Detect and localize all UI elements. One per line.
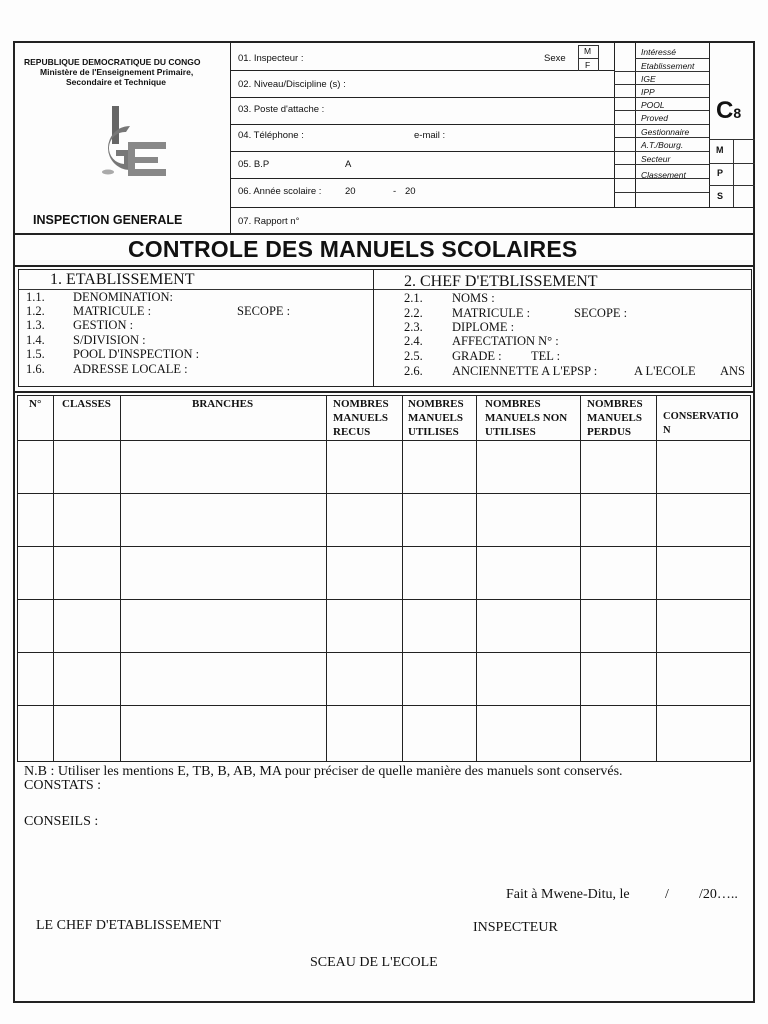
s1-label-2[interactable]: MATRICULE : (73, 304, 152, 318)
cat-secteur: Secteur (641, 154, 671, 164)
field-bp-a[interactable]: A (345, 159, 352, 170)
col-header-utilises: NOMBRES MANUELS UTILISES (408, 398, 464, 438)
cat-ige: IGE (641, 74, 656, 84)
s2-label-6[interactable]: ANCIENNETTE A L'EPSP : (452, 364, 598, 378)
s1-num-6: 1.6. (26, 362, 45, 376)
date-year[interactable]: /20….. (699, 887, 738, 902)
nb-note: N.B : Utiliser les mentions E, TB, B, AB, MA pour préciser de quelle manière des manuels sont conservés. (24, 764, 623, 779)
header-row-line-2 (230, 97, 614, 98)
s2-extra-5[interactable]: TEL : (531, 349, 561, 363)
sexe-m: M (584, 46, 592, 56)
cat-pool: POOL (641, 100, 665, 110)
s1-num-1: 1.1. (26, 290, 45, 304)
s1-label-1[interactable]: DENOMINATION: (73, 290, 173, 304)
cat-line-9 (614, 164, 709, 165)
col-header-classes: CLASSES (62, 398, 111, 410)
header-row-line-4 (230, 151, 614, 152)
ministry-line2: Secondaire et Technique (66, 77, 166, 87)
header-row-line-1 (230, 70, 614, 71)
cat-ipp: IPP (641, 87, 655, 97)
header-row-line-6 (230, 207, 755, 208)
field-niveau[interactable]: 02. Niveau/Discipline (s) : (238, 79, 346, 90)
s2-num-3: 2.3. (404, 320, 423, 334)
s1-num-4: 1.4. (26, 333, 45, 347)
form-code-sub: 8 (733, 105, 742, 121)
header-row-line-3 (230, 124, 614, 125)
ige-logo (90, 102, 176, 182)
col-header-conservation: CONSERVATIO N (663, 411, 739, 436)
table-row[interactable] (18, 706, 750, 761)
chef-signature-label: LE CHEF D'ETABLISSEMENT (36, 918, 221, 933)
field-annee-dash: - (393, 186, 397, 197)
section2-heading: 2. CHEF D'ETBLISSEMENT (404, 273, 598, 290)
field-email[interactable]: e-mail : (414, 130, 446, 141)
form-title: CONTROLE DES MANUELS SCOLAIRES (128, 236, 578, 262)
cat-line-3 (614, 84, 709, 85)
s2-label-5[interactable]: GRADE : (452, 349, 502, 363)
inspection-generale-label: INSPECTION GENERALE (33, 213, 183, 227)
form-code-letter: C (716, 97, 734, 124)
field-telephone[interactable]: 04. Téléphone : (238, 130, 304, 141)
header-row-line-5 (230, 178, 614, 179)
s1-label-6[interactable]: ADRESSE LOCALE : (73, 362, 188, 376)
s1-num-2: 1.2. (26, 304, 45, 318)
inspecteur-signature-label: INSPECTEUR (473, 920, 558, 935)
col-header-recus: NOMBRES MANUELS RECUS (333, 398, 389, 438)
mps-m: M (716, 145, 724, 155)
mps-line-1 (709, 163, 755, 164)
cat-proved: Proved (641, 113, 668, 123)
s2-num-2: 2.2. (404, 306, 423, 320)
date-slash: / (665, 887, 669, 902)
s1-label-4[interactable]: S/DIVISION : (73, 333, 146, 347)
field-annee-20a[interactable]: 20 (345, 186, 356, 197)
col-header-perdus: NOMBRES MANUELS PERDUS (587, 398, 643, 438)
mps-s: S (717, 191, 724, 201)
cat-line-8 (614, 151, 709, 152)
sexe-divider-right (598, 45, 599, 71)
s1-label-5[interactable]: POOL D'INSPECTION : (73, 347, 200, 361)
s2-label-3[interactable]: DIPLOME : (452, 320, 515, 334)
ministry-line1: Ministère de l'Enseignement Primaire, (40, 67, 194, 77)
header-divider-mps (733, 139, 734, 207)
cat-etablissement: Etablissement (641, 61, 695, 71)
s2-label-4[interactable]: AFFECTATION N° : (452, 334, 559, 348)
s1-label-3[interactable]: GESTION : (73, 318, 134, 332)
field-bp[interactable]: 05. B.P (238, 159, 270, 170)
cat-line-1 (635, 58, 709, 59)
field-annee-20b[interactable]: 20 (405, 186, 416, 197)
s1-extra-2[interactable]: SECOPE : (237, 304, 291, 318)
fait-a-label[interactable]: Fait à Mwene-Ditu, le (506, 887, 630, 902)
col-header-non-utilises: NOMBRES MANUELS NON UTILISES (485, 398, 568, 438)
sexe-label: Sexe (544, 53, 566, 64)
col-header-num: N° (29, 398, 42, 410)
col-header-branches: BRANCHES (192, 398, 254, 410)
header-divider-cat-end (709, 41, 710, 207)
cat-line-11 (614, 192, 709, 193)
cat-line-6 (614, 124, 709, 125)
mps-line-top (709, 139, 755, 140)
mps-p: P (717, 168, 724, 178)
table-line-top (13, 391, 755, 393)
sections-divider (373, 269, 374, 387)
s2-label-2[interactable]: MATRICULE : (452, 306, 531, 320)
sexe-f: F (585, 60, 591, 70)
sexe-line-mid (578, 58, 598, 59)
table-row[interactable] (18, 494, 750, 545)
cat-interesse: Intéressé (641, 47, 676, 57)
s2-num-6: 2.6. (404, 364, 423, 378)
field-annee[interactable]: 06. Année scolaire : (238, 186, 322, 197)
mps-line-2 (709, 185, 755, 186)
s2-extra2-6: ANS (720, 364, 746, 378)
field-poste[interactable]: 03. Poste d'attache : (238, 104, 325, 115)
cat-gestionnaire: Gestionnaire (641, 127, 690, 137)
s2-num-1: 2.1. (404, 291, 423, 305)
field-inspecteur[interactable]: 01. Inspecteur : (238, 53, 304, 64)
sceau-label: SCEAU DE L'ECOLE (310, 955, 438, 970)
cat-line-5 (614, 110, 709, 111)
title-line-bottom (13, 265, 755, 267)
table-row[interactable] (18, 547, 750, 598)
field-rapport[interactable]: 07. Rapport n° (238, 216, 300, 227)
title-line-top (13, 233, 755, 235)
conseils-label[interactable]: CONSEILS : (24, 814, 99, 829)
cat-line-2 (614, 71, 709, 72)
s1-num-5: 1.5. (26, 347, 45, 361)
s2-num-5: 2.5. (404, 349, 423, 363)
s2-num-4: 2.4. (404, 334, 423, 348)
cat-line-7 (614, 137, 709, 138)
s1-num-3: 1.3. (26, 318, 45, 332)
table-row[interactable] (18, 441, 750, 492)
s2-label-1[interactable]: NOMS : (452, 291, 495, 305)
table-row[interactable] (18, 600, 750, 651)
constats-label[interactable]: CONSTATS : (24, 778, 102, 793)
cat-classement: Classement (641, 170, 686, 180)
table-row[interactable] (18, 653, 750, 704)
s2-extra-6[interactable]: A L'ECOLE (634, 364, 696, 378)
section1-heading: 1. ETABLISSEMENT (50, 271, 195, 288)
cat-at-bourg: A.T./Bourg. (641, 140, 684, 150)
cat-line-4 (614, 97, 709, 98)
republic-label: REPUBLIQUE DEMOCRATIQUE DU CONGO (24, 57, 201, 67)
s2-extra-2[interactable]: SECOPE : (574, 306, 628, 320)
form-code (716, 97, 741, 125)
